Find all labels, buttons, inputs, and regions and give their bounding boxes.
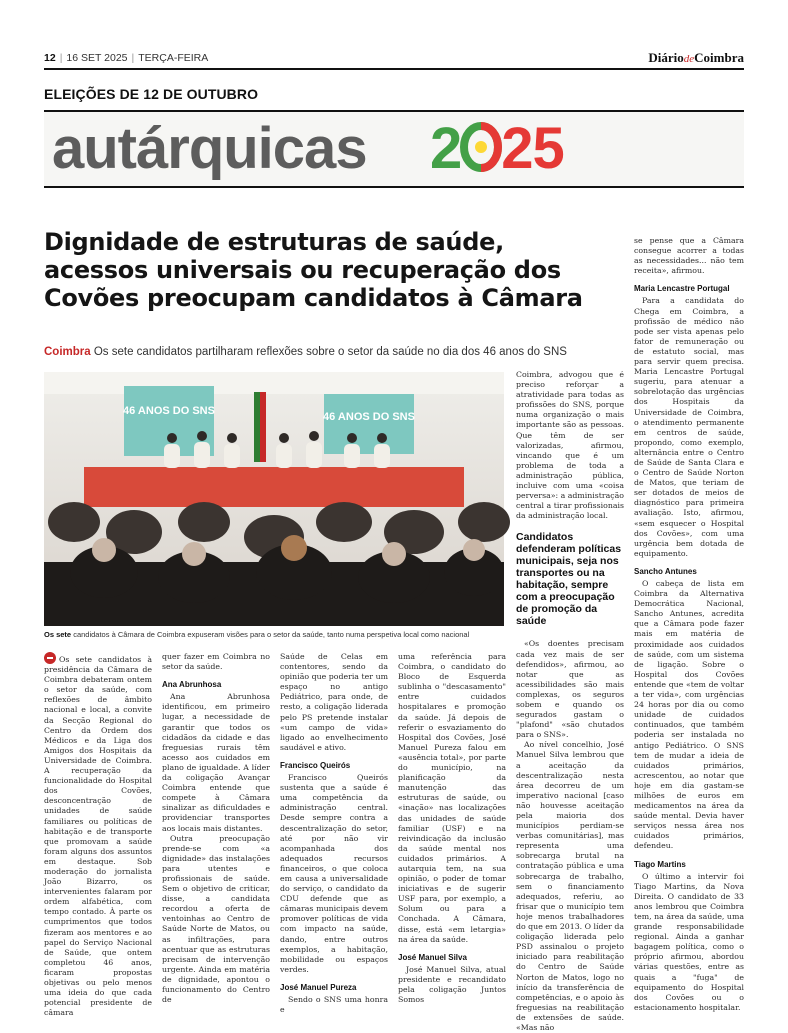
col5-para: Coimbra, advogou que é preciso reforçar a atratividade para todas as profissões do SNS, porque numa organização o mais importante são as pessoas. Que têm de ser valorizadas, afirmou, vincando que é um problema de toda a administração pública, incluive com uma «coisa perversa»: a administração central a tirar profissionais da administração local. <box>516 370 624 521</box>
section-marker-icon <box>44 652 56 664</box>
photo-banner-right: 46 ANOS DO SNS <box>323 411 415 423</box>
candidate-subhead: José Manuel Pureza <box>280 982 357 992</box>
article-column-2 <box>162 652 270 1005</box>
col6-para: O cabeça de lista em Coimbra da Alternativa Democrática Nacional, Sancho Antunes, acredita que a Câmara pode fazer mais em matéria de proximidade aos cuidados de saúde, com um sistema de ligação. Sobre o Hospital dos Covões entende que «tem de voltar a ter vida», com urgências 24 horas por dia ou como unidade de cuidados continuados, que também poderia ser instalada no antigo Pediátrico. O SNS tem de mudar a ideia de cuidados primários, acrescentou, ao notar que hoje em dia gastam-se milhões de euros em medicamentos na área da saúde mental. Devia haver serviços nessa área nos cuidados primários, defendeu. <box>634 579 744 851</box>
candidate-subhead: Francisco Queirós <box>280 760 351 770</box>
lead-text: Os sete candidatos partilharam reflexões sobre o setor da saúde no dia dos 46 anos do SNS <box>93 346 567 358</box>
page-header <box>44 48 744 70</box>
photo-banner-left: 46 ANOS DO SNS <box>123 405 215 417</box>
col2-para: Outra preocupação prende-se com «a dignidade» das instalações para utentes e profissionais de saúde. Sem o objetivo de criticar, disse, a candidata recordou a oferta de ventoinhas ao Centro de Saúde Norte de Matos, ou as infiltrações, para acentuar que as estruturas precisam de intervenção urgente. Ainda em matéria de dignidade, apontou o funcionamento do Centro de <box>162 833 270 1005</box>
debate-photo-illustration <box>44 372 504 626</box>
candidate-subhead: Sancho Antunes <box>634 566 697 576</box>
section-title: ELEIÇÕES DE 12 DE OUTUBRO <box>44 86 259 102</box>
weekday: TERÇA-FEIRA <box>138 52 209 64</box>
col6-para: Para a candidata do Chega em Coimbra, a profissão de médico não pode ser vista apenas pelo fator de remuneração ou de estatuto social, mas para servir quem precisa. Maria Lencastre Portugal sugeriu, para atenuar a sobrelotação das urgências dos Hospitais da Universidade de Coimbra, o atendimento permanente em centros de saúde, propondo, como exemplo, alternância entre o Centro de Saúde de Santa Clara e o Centro de Saúde Norton de Matos, que teriam de ser dotados de meios de diagnóstico para primeira avaliação. Isto, afirmou, «sem esquecer o Hospital dos Covões», com uma urgência bem dotada de equipamento. <box>634 296 744 558</box>
page-number: 12 <box>44 52 56 64</box>
lead-keyword: Coimbra <box>44 346 91 358</box>
article-column-3 <box>280 652 388 1015</box>
col6-para: O último a intervir foi Tiago Martins, da Nova Direita. O candidato de 33 anos lembrou que Coimbra tem, na área da saúde, uma grande responsabilidade regional. Ainda a ganhar bagagem política, como o próprio afirmou, abordou várias questões, entre as quais a "fuga" de equipamento do Hospital dos Covões ou o estacionamento hospitalar. <box>634 871 744 1012</box>
crosshead: Candidatos defenderam políticas municipais, seja nos transportes ou na habitação, sempre com a preocupação de promoção da saúde <box>516 531 622 628</box>
article-column-4 <box>398 652 506 1005</box>
banner-year: 2 25 <box>430 116 564 181</box>
autarquicas-banner <box>44 110 744 188</box>
article-column-6 <box>634 236 744 1013</box>
candidate-subhead: Tiago Martins <box>634 859 686 869</box>
col5-para: «Os doentes precisam cada vez mais de ser defendidos», afirmou, ao notar que as acessibilidades são mais complexas, os seguros sobem e quando os segurados gastam o "plafond" «são chutados para o SNS». <box>516 639 624 740</box>
col3-para: Saúde de Celas em contentores, sendo da opinião que poderia ter um espaço no antigo Pediátrico, para onde, de resto, a coligação liderada pelo PS pretende instalar «um campo de vida» ligado ao envelhecimento saudável e ativo. <box>280 652 388 752</box>
article-photo <box>44 372 504 626</box>
col4-para: uma referência para Coimbra, o candidato do Bloco de Esquerda sublinha o "descasamento" entre cuidados hospitalares e promoção da saúde. Já depois de referir o esvaziamento do Hospital dos Covões, José Manuel Pureza falou em «ausência total», por parte do município, na planificação da manutenção das estruturas de saúde, ou «inação» nas localizações das unidades de saúde familiar (USF) e na reivindicação da inclusão da saúde mental nos cuidados primários. A autarquia tem, na sua opinião, o poder de tomar iniciativas e de sugerir USF para, por exemplo, a Solum ou para a Conchada. A Câmara, disse, está «em letargia» na área da saúde. <box>398 652 506 944</box>
col2-para: quer fazer em Coimbra no setor da saúde. <box>162 652 270 672</box>
photo-caption: Os sete candidatos à Câmara de Coimbra expuseram visões para o setor da saúde, tanto numa perspetiva local como nacional <box>44 630 470 639</box>
col4-para: José Manuel Silva, atual presidente e recandidato pela coligação Juntos Somos <box>398 964 506 1005</box>
col5-para: Ao nível concelhio, José Manuel Silva lembrou que a aceitação da descentralização nesta área decorreu de um imperativo nacional [caso não houvesse aceitação pela maioria dos municípios perdiam-se verbas comunitárias], mas representa uma sobrecarga brutal na contratação pública e uma sobrecarga de trabalho, sem o financiamento adequados, referiu, ao frisar que o município tem hoje menos trabalhadores do que em 2013. O líder da coligação liderada pelo PSD assinalou o projeto iniciado para reabilitação do Centro de Saúde Norton de Matos, logo no início da transferência de competências, e o apoio às freguesias na reabilitação de extensões de saúde. «Mas não <box>516 740 624 1032</box>
candidate-subhead: José Manuel Silva <box>398 952 467 962</box>
header-meta: 12 | 16 SET 2025 | TERÇA-FEIRA <box>44 52 209 64</box>
banner-word: autárquicas <box>52 116 367 181</box>
issue-date: 16 SET 2025 <box>66 52 128 64</box>
newspaper-logo: DiáriodeCoimbra <box>648 50 744 65</box>
article-lead <box>44 346 604 358</box>
col3-para: Francisco Queirós sustenta que a saúde é uma competência da administração central. Desde sempre contra a descentralização do setor, até por não vir acompanhada dos adequados recursos financeiros, o que coloca em causa a universalidade do serviço, o candidato da CDU defende que as câmaras municipais devem promover políticas de vida com impacto na saúde, dando, entre outros exemplos, a habitação, mobilidade ou espaços verdes. <box>280 773 388 974</box>
candidate-subhead: Maria Lencastre Portugal <box>634 284 730 294</box>
col1-para: Os sete candidatos à presidência da Câmara de Coimbra debateram ontem o setor da saúde, com reflexões de âmbito nacional e local, a convite da Secção Regional do Centro da Ordem dos Médicos e da Liga dos Amigos dos Hospitais da Universidade de Coimbra. A recuperação da funcionalidade do Hospital dos Covões, desconcentração de unidades de saúde familiares ou políticas de habitação e de transporte que promovam a saúde foram alguns dos assuntos em destaque. Sob moderação do jornalista João Bizarro, os intervenientes falaram por ordem alfabética, com tempo contado. À parte os cumprimentos que todos fizeram aos mentores e ao papel do Serviço Nacional de Saúde, que ontem completou 46 anos, ficaram propostas objetivas ou pelo menos uma ideia do que cada potencial presidente de câmara <box>44 655 152 1018</box>
col2-para: Ana Abrunhosa identificou, em primeiro lugar, a necessidade de garantir que todos os cidadãos da cidade e das freguesias rurais têm acesso aos cuidados em plano de igualdade. A líder da coligação Avançar Coimbra entende que compete à Câmara sinalizar as dificuldades e providenciar transportes aos locais mais distantes. <box>162 692 270 833</box>
col3-para: Sendo o SNS uma honra e <box>280 995 388 1015</box>
portugal-flag-zero-icon <box>460 119 502 169</box>
col6-para: se pense que a Câmara consegue acorrer a todas as necessidades... não tem receita», afirmou. <box>634 236 744 276</box>
article-column-1 <box>44 652 152 1018</box>
article-headline: Dignidade de estruturas de saúde, acessos universais ou recuperação dos Covões preocupam candidatos à Câmara <box>44 228 583 312</box>
article-column-5 <box>516 370 624 1033</box>
candidate-subhead: Ana Abrunhosa <box>162 680 222 690</box>
